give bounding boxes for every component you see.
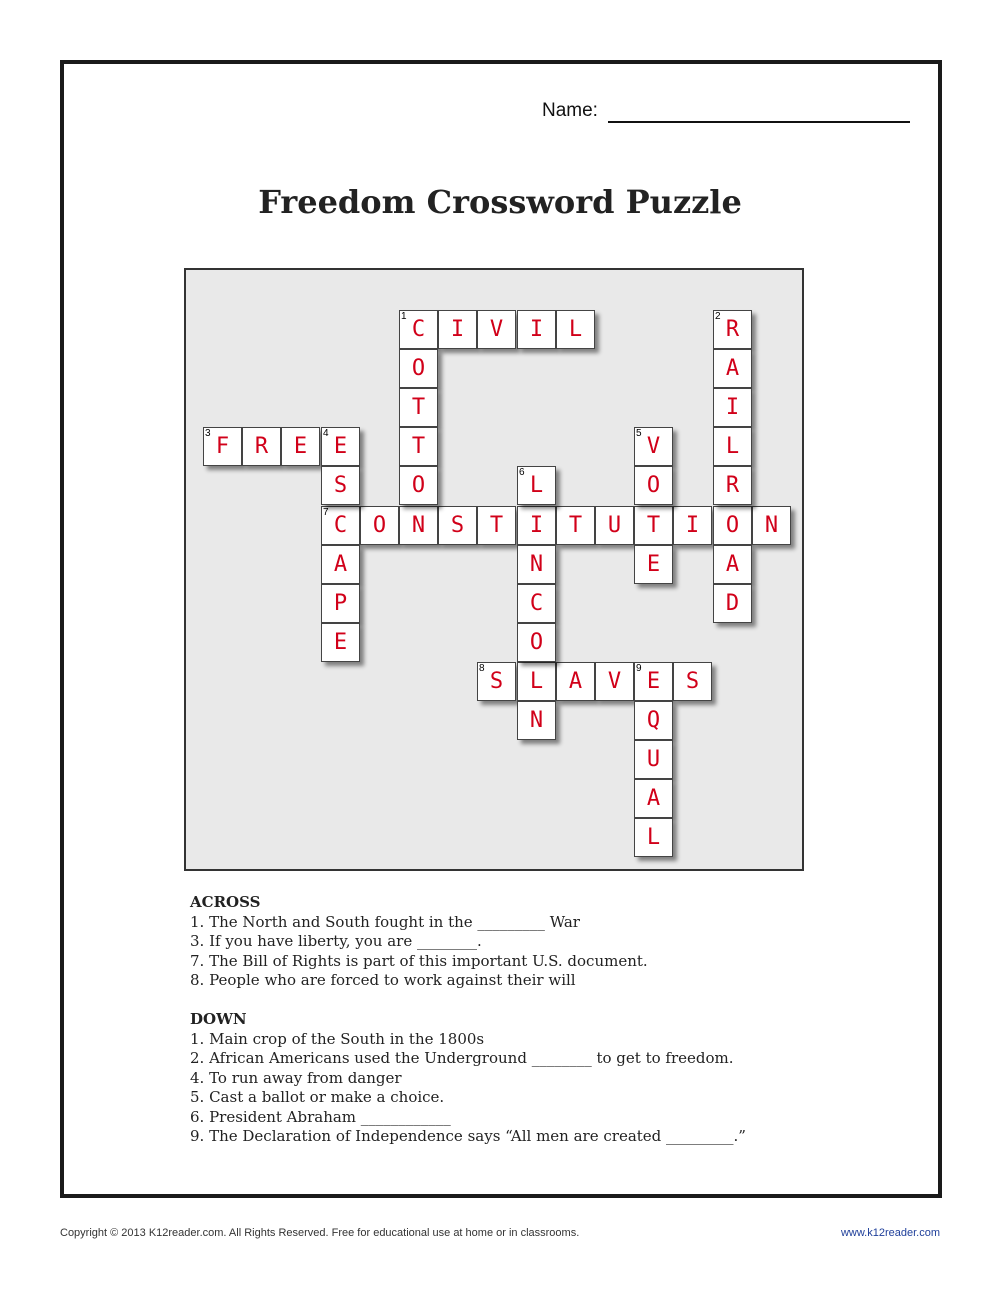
crossword-cell[interactable]: L [517, 662, 556, 701]
website-link[interactable]: www.k12reader.com [840, 1227, 940, 1239]
down-clue: 4. To run away from danger [190, 1068, 402, 1087]
crossword-cell[interactable]: E [321, 623, 360, 662]
down-clue: 1. Main crop of the South in the 1800s [190, 1029, 485, 1048]
crossword-cell[interactable]: R [713, 310, 752, 349]
crossword-cell[interactable]: Q [634, 701, 673, 740]
crossword-cell[interactable]: L [634, 818, 673, 857]
crossword-cell[interactable]: E [634, 662, 673, 701]
clue-number: 6 [519, 467, 525, 478]
crossword-cell[interactable]: L [713, 427, 752, 466]
down-clue: 5. Cast a ballot or make a choice. [190, 1088, 445, 1106]
crossword-cell[interactable]: O [399, 349, 438, 388]
crossword-cell[interactable]: A [556, 662, 595, 701]
copyright-text: Copyright © 2013 K12reader.com. All Rights Reserved. Free for educational use at home or in classrooms. [60, 1227, 580, 1239]
crossword-cell[interactable]: L [556, 310, 595, 349]
crossword-cell[interactable]: T [634, 506, 673, 545]
crossword-cell[interactable]: N [517, 701, 556, 740]
down-heading: DOWN [190, 1010, 247, 1028]
crossword-cell[interactable]: U [595, 506, 634, 545]
clue-number: 2 [715, 311, 721, 322]
crossword-cell[interactable]: A [321, 545, 360, 584]
clue-number: 9 [636, 663, 642, 674]
crossword-cell[interactable]: E [634, 545, 673, 584]
crossword-cell[interactable]: C [399, 310, 438, 349]
crossword-cell[interactable]: I [673, 506, 712, 545]
crossword-cell[interactable]: C [321, 506, 360, 545]
name-input-line[interactable] [608, 121, 910, 123]
crossword-cell[interactable]: S [438, 506, 477, 545]
crossword-cell[interactable]: T [556, 506, 595, 545]
crossword-cell[interactable]: O [517, 623, 556, 662]
crossword-cell[interactable]: T [399, 388, 438, 427]
across-clue: 8. People who are forced to work against their will [190, 971, 576, 989]
across-clue: 3. If you have liberty, you are ________. [190, 932, 482, 950]
crossword-cell[interactable]: I [438, 310, 477, 349]
crossword-cell[interactable]: I [713, 388, 752, 427]
clue-number: 4 [323, 428, 329, 439]
crossword-cell[interactable]: I [517, 506, 556, 545]
clue-number: 3 [205, 428, 211, 439]
clue-number: 5 [636, 428, 642, 439]
crossword-cell[interactable]: S [673, 662, 712, 701]
crossword-cell[interactable]: N [517, 545, 556, 584]
clue-number: 8 [479, 663, 485, 674]
down-clue: 2. African Americans used the Underground ________ to get to freedom. [190, 1049, 734, 1067]
crossword-cell[interactable]: R [242, 427, 281, 466]
clues-section [190, 893, 890, 1147]
crossword-cell[interactable]: N [399, 506, 438, 545]
crossword-cell[interactable]: E [281, 427, 320, 466]
down-clue: 9. The Declaration of Independence says “All men are created _________.” [190, 1127, 746, 1145]
crossword-cell[interactable]: N [752, 506, 791, 545]
page-title: Freedom Crossword Puzzle [258, 183, 742, 221]
crossword-cell[interactable]: D [713, 584, 752, 623]
across-clue: 1. The North and South fought in the _________ War [190, 912, 580, 931]
crossword-cell[interactable]: E [321, 427, 360, 466]
name-label: Name: [542, 100, 598, 121]
across-heading: ACROSS [190, 893, 261, 911]
clue-number: 1 [401, 311, 407, 322]
crossword-cell[interactable]: F [203, 427, 242, 466]
crossword-cell[interactable]: U [634, 740, 673, 779]
crossword-cell[interactable]: O [713, 506, 752, 545]
crossword-cell[interactable]: T [477, 506, 516, 545]
crossword-cell[interactable]: A [713, 545, 752, 584]
crossword-cell[interactable]: O [360, 506, 399, 545]
clue-number: 7 [323, 507, 329, 518]
crossword-cell[interactable]: A [634, 779, 673, 818]
crossword-cell[interactable]: V [595, 662, 634, 701]
crossword-cell[interactable]: S [321, 466, 360, 505]
crossword-board [184, 268, 804, 871]
crossword-cell[interactable]: T [399, 427, 438, 466]
crossword-cell[interactable]: A [713, 349, 752, 388]
crossword-cell[interactable]: P [321, 584, 360, 623]
crossword-cell[interactable]: S [477, 662, 516, 701]
crossword-cell[interactable]: C [517, 584, 556, 623]
crossword-cell[interactable]: O [634, 466, 673, 505]
down-clue: 6. President Abraham ____________ [190, 1107, 451, 1126]
crossword-cell[interactable]: R [713, 466, 752, 505]
crossword-cell[interactable]: I [517, 310, 556, 349]
crossword-cell[interactable]: V [634, 427, 673, 466]
crossword-cell[interactable]: L [517, 466, 556, 505]
crossword-cell[interactable]: O [399, 466, 438, 505]
across-clue: 7. The Bill of Rights is part of this important U.S. document. [190, 951, 648, 970]
crossword-cell[interactable]: V [477, 310, 516, 349]
